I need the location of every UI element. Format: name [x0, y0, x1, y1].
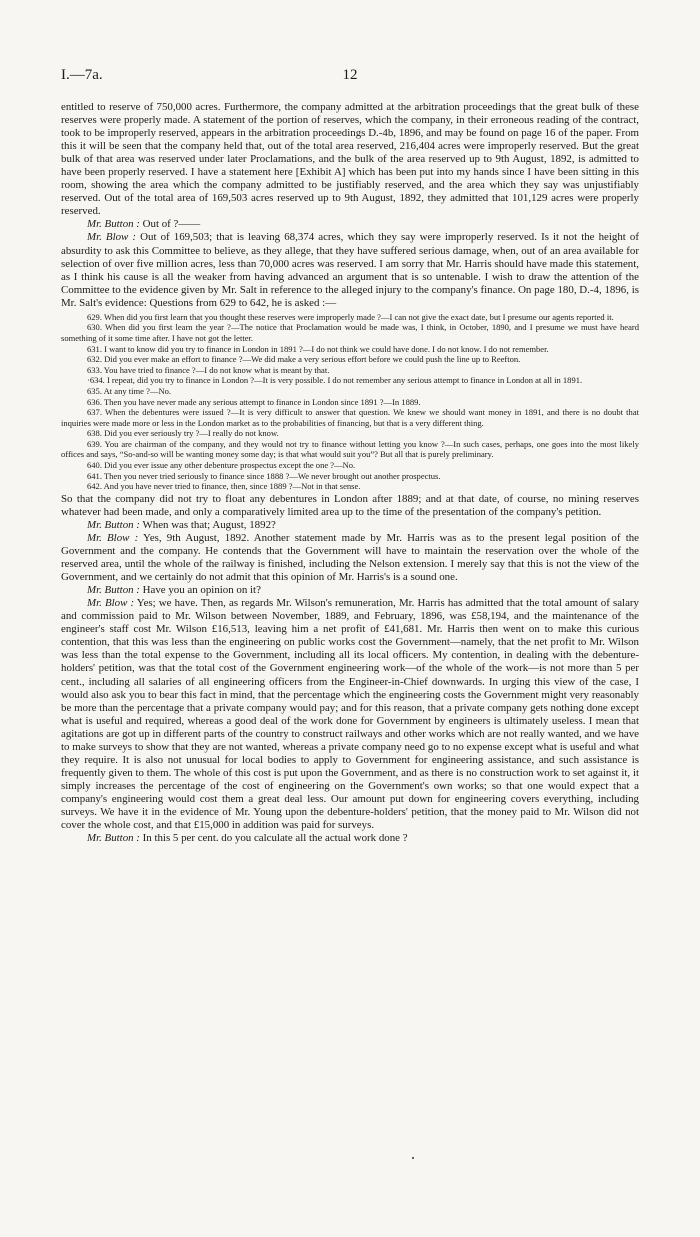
speaker-name: Mr. Blow : — [87, 531, 139, 544]
paragraph — [61, 493, 639, 519]
evidence-question: 640. Did you ever issue any other debenture prospectus except the one ?—No. — [87, 460, 356, 471]
paragraph-text: When was that; August, 1892? — [139, 518, 276, 531]
paragraph-text: Out of ?—— — [139, 218, 201, 231]
paragraph-group-2 — [61, 493, 639, 845]
paragraph — [61, 519, 639, 532]
evidence-question: 639. You are chairman of the company, and they would not try to finance without letting you know ?—In such cases, perhaps, one goes into the most likely offices and says, “So-and-so will be wanting money some day; is that what would suit you”? But all that is purely preliminary. — [61, 438, 639, 460]
evidence-question: 633. You have tried to finance ?—I do not know what is meant by that. — [87, 364, 330, 375]
paragraph-group-1 — [61, 101, 639, 310]
speaker-name: Mr. Blow : — [87, 231, 137, 244]
evidence-question: 641. Then you never tried seriously to finance since 1888 ?—We never brought out another prospectus. — [87, 470, 441, 481]
stray-mark — [412, 1157, 414, 1159]
paragraph-text: So that the company did not try to float any debentures in London after 1889; and at that date, of course, no mining reserves whatever had been made, and only a comparatively limited area up to the time of the presentation of the company's petition. — [61, 492, 639, 518]
paragraph — [61, 218, 639, 231]
document-reference: I.—7a. — [61, 67, 103, 83]
evidence-question: 638. Did you ever seriously try ?—I really do not know. — [87, 428, 279, 439]
paragraph-text: Yes, 9th August, 1892. Another statement made by Mr. Harris was as to the present legal position of the Government and the company. He contends that the Government will have to maintain the reservation over the whole of the reserved area, until the whole of the railway is finished, including the Nelson extension. I merely say that this is not the view of the Government, and we certainly do not admit that this opinion of Mr. Harris's is a sound one. — [61, 531, 639, 584]
evidence-question: ·634. I repeat, did you try to finance in London ?—It is very possible. I do not remember any serious attempt to finance in London at all in 1891. — [87, 375, 583, 386]
page-header — [61, 67, 639, 87]
paragraph — [61, 597, 639, 832]
speaker-name: Mr. Blow : — [87, 597, 135, 610]
paragraph-text: In this 5 per cent. do you calculate all the actual work done ? — [139, 832, 408, 845]
page-number: 12 — [342, 67, 358, 83]
paragraph — [61, 532, 639, 584]
document-body — [61, 101, 639, 845]
paragraph-text: entitled to reserve of 750,000 acres. Furthermore, the company admitted at the arbitration proceedings that the great bulk of these reserves were properly made. A statement of the portion of reserves, which the company, in their erroneous reading of the contract, took to be improperly reserved, appears in the arbitration proceedings D.-4b, 1896, and may be found on page 16 of the paper. From this it will be seen that the company held that, out of the total area reserved, 216,404 acres were improperly reserved. But the great bulk of that area was reserved under later Proclamations, and the bulk of the area reserved up to 9th August, 1892, is admitted to have been properly reserved. I have a statement here [Exhibit A] which has been put into my hands since I have been sitting in this room, showing the area which the company admitted to be justifiably reserved, and the area which they say was unjustifiably reserved. Out of the total area of 169,503 acres reserved up to 9th August, 1892, they admitted that 101,129 acres were properly reserved. — [61, 101, 639, 218]
speaker-name: Mr. Button : — [87, 584, 140, 597]
paragraph — [61, 584, 639, 597]
speaker-name: Mr. Button : — [87, 518, 140, 531]
evidence-quotation — [61, 312, 639, 492]
evidence-question: 631. I want to know did you try to finance in London in 1891 ?—I do not think we could have done. I do not know. I do not remember. — [87, 343, 549, 354]
evidence-question: 642. And you have never tried to finance, then, since 1889 ?—Not in that sense. — [87, 481, 361, 492]
speaker-name: Mr. Button : — [87, 832, 140, 845]
evidence-question: 629. When did you first learn that you thought these reserves were improperly made ?—I can not give the exact date, but I presume our agents reported it. — [87, 311, 614, 322]
paragraph — [61, 101, 639, 218]
paragraph — [61, 832, 639, 845]
evidence-question: 635. At any time ?—No. — [87, 385, 172, 396]
speaker-name: Mr. Button : — [87, 218, 140, 231]
evidence-question: 636. Then you have never made any serious attempt to finance in London since 1891 ?—In 1889. — [87, 396, 421, 407]
paragraph-text: Yes; we have. Then, as regards Mr. Wilson's remuneration, Mr. Harris has admitted that the total amount of salary and commission paid to Mr. Wilson between November, 1889, and February, 1896, was £58,194, and the maintenance of the engineer's staff cost Mr. Wilson £16,513, leaving him a net profit of £41,681. Mr. Harris then went on to make this curious contention, that this was less than the engineering on public works cost the Government—namely, that the net profit to Mr. Wilson was less than the total expense to the Government, including all its local officers. My contention, in dealing with the debenture-holders' petition, was that the total cost of the Government engineering work—of the whole of the work—is not more than 5 per cent., including all salaries of all engineering officers from the Engineer-in-Chief downwards. In urging this view of the case, I would also ask you to bear this fact in mind, that the percentage which the engineering costs the Government might very reasonably be more than the percentage that a private company would pay; and for this reason, that a private company gets nothing done except what is useful and required, whereas a good deal of the work done for Government by engineers is ultimately useless. I mean that agitations are got up in different parts of the country to construct railways and other works which are not really wanted, and we have to make surveys to show that they are not wanted, whereas a private company need go to no expense except what is useful and what they require. It is also not unusual for local bodies to apply to Government for engineering assistance, and such assistance is frequently given to them. The whole of this cost is put upon the Government, and as there is no construction work to set against it, it simply increases the percentage of the cost of engineering on the Government's own works; so that one would expect that a company's engineering would cost them a great deal less. Our amount put down for engineering covers everything, including surveys. We have it in the evidence of Mr. Young upon the debenture-holders' petition, that the money paid to Mr. Wilson did not cover the whole cost, and that £15,000 in addition was paid for surveys. — [61, 597, 639, 832]
evidence-question: 632. Did you ever make an effort to finance ?—We did make a very serious effort before we could push the line up to Reefton. — [87, 354, 521, 365]
paragraph — [61, 231, 639, 309]
paragraph-text: Have you an opinion on it? — [139, 584, 261, 597]
paragraph-text: Out of 169,503; that is leaving 68,374 acres, which they say were improperly reserved. Is it not the height of absurdity to ask this Committee to believe, as they allege, that they have suffered serious damage, when, out of an area available for selection of over five million acres, less than 70,000 acres was reserved. I am sorry that Mr. Harris should have made this statement, as I think his cause is all the weaker from having advanced an argument that is so untenable. I wish to draw the attention of the Committee to the evidence given by Mr. Salt in reference to the alleged injury to the company's finance. On page 180, D.-4, 1896, is Mr. Salt's evidence: Questions from 629 to 642, he is asked :— — [61, 231, 639, 309]
evidence-question: 637. When the debentures were issued ?—It is very difficult to answer that question. We knew we should want money in 1891, and there is no doubt that inquiries were made more or less in the London market as to the probabilities of financing, but that is a very different thing. — [61, 407, 639, 428]
evidence-question: 630. When did you first learn the year ?—The notice that Proclamation would be made was, I think, in October, 1890, and I presume we must have heard something of it some time after. I have not got the letter. — [61, 322, 639, 343]
